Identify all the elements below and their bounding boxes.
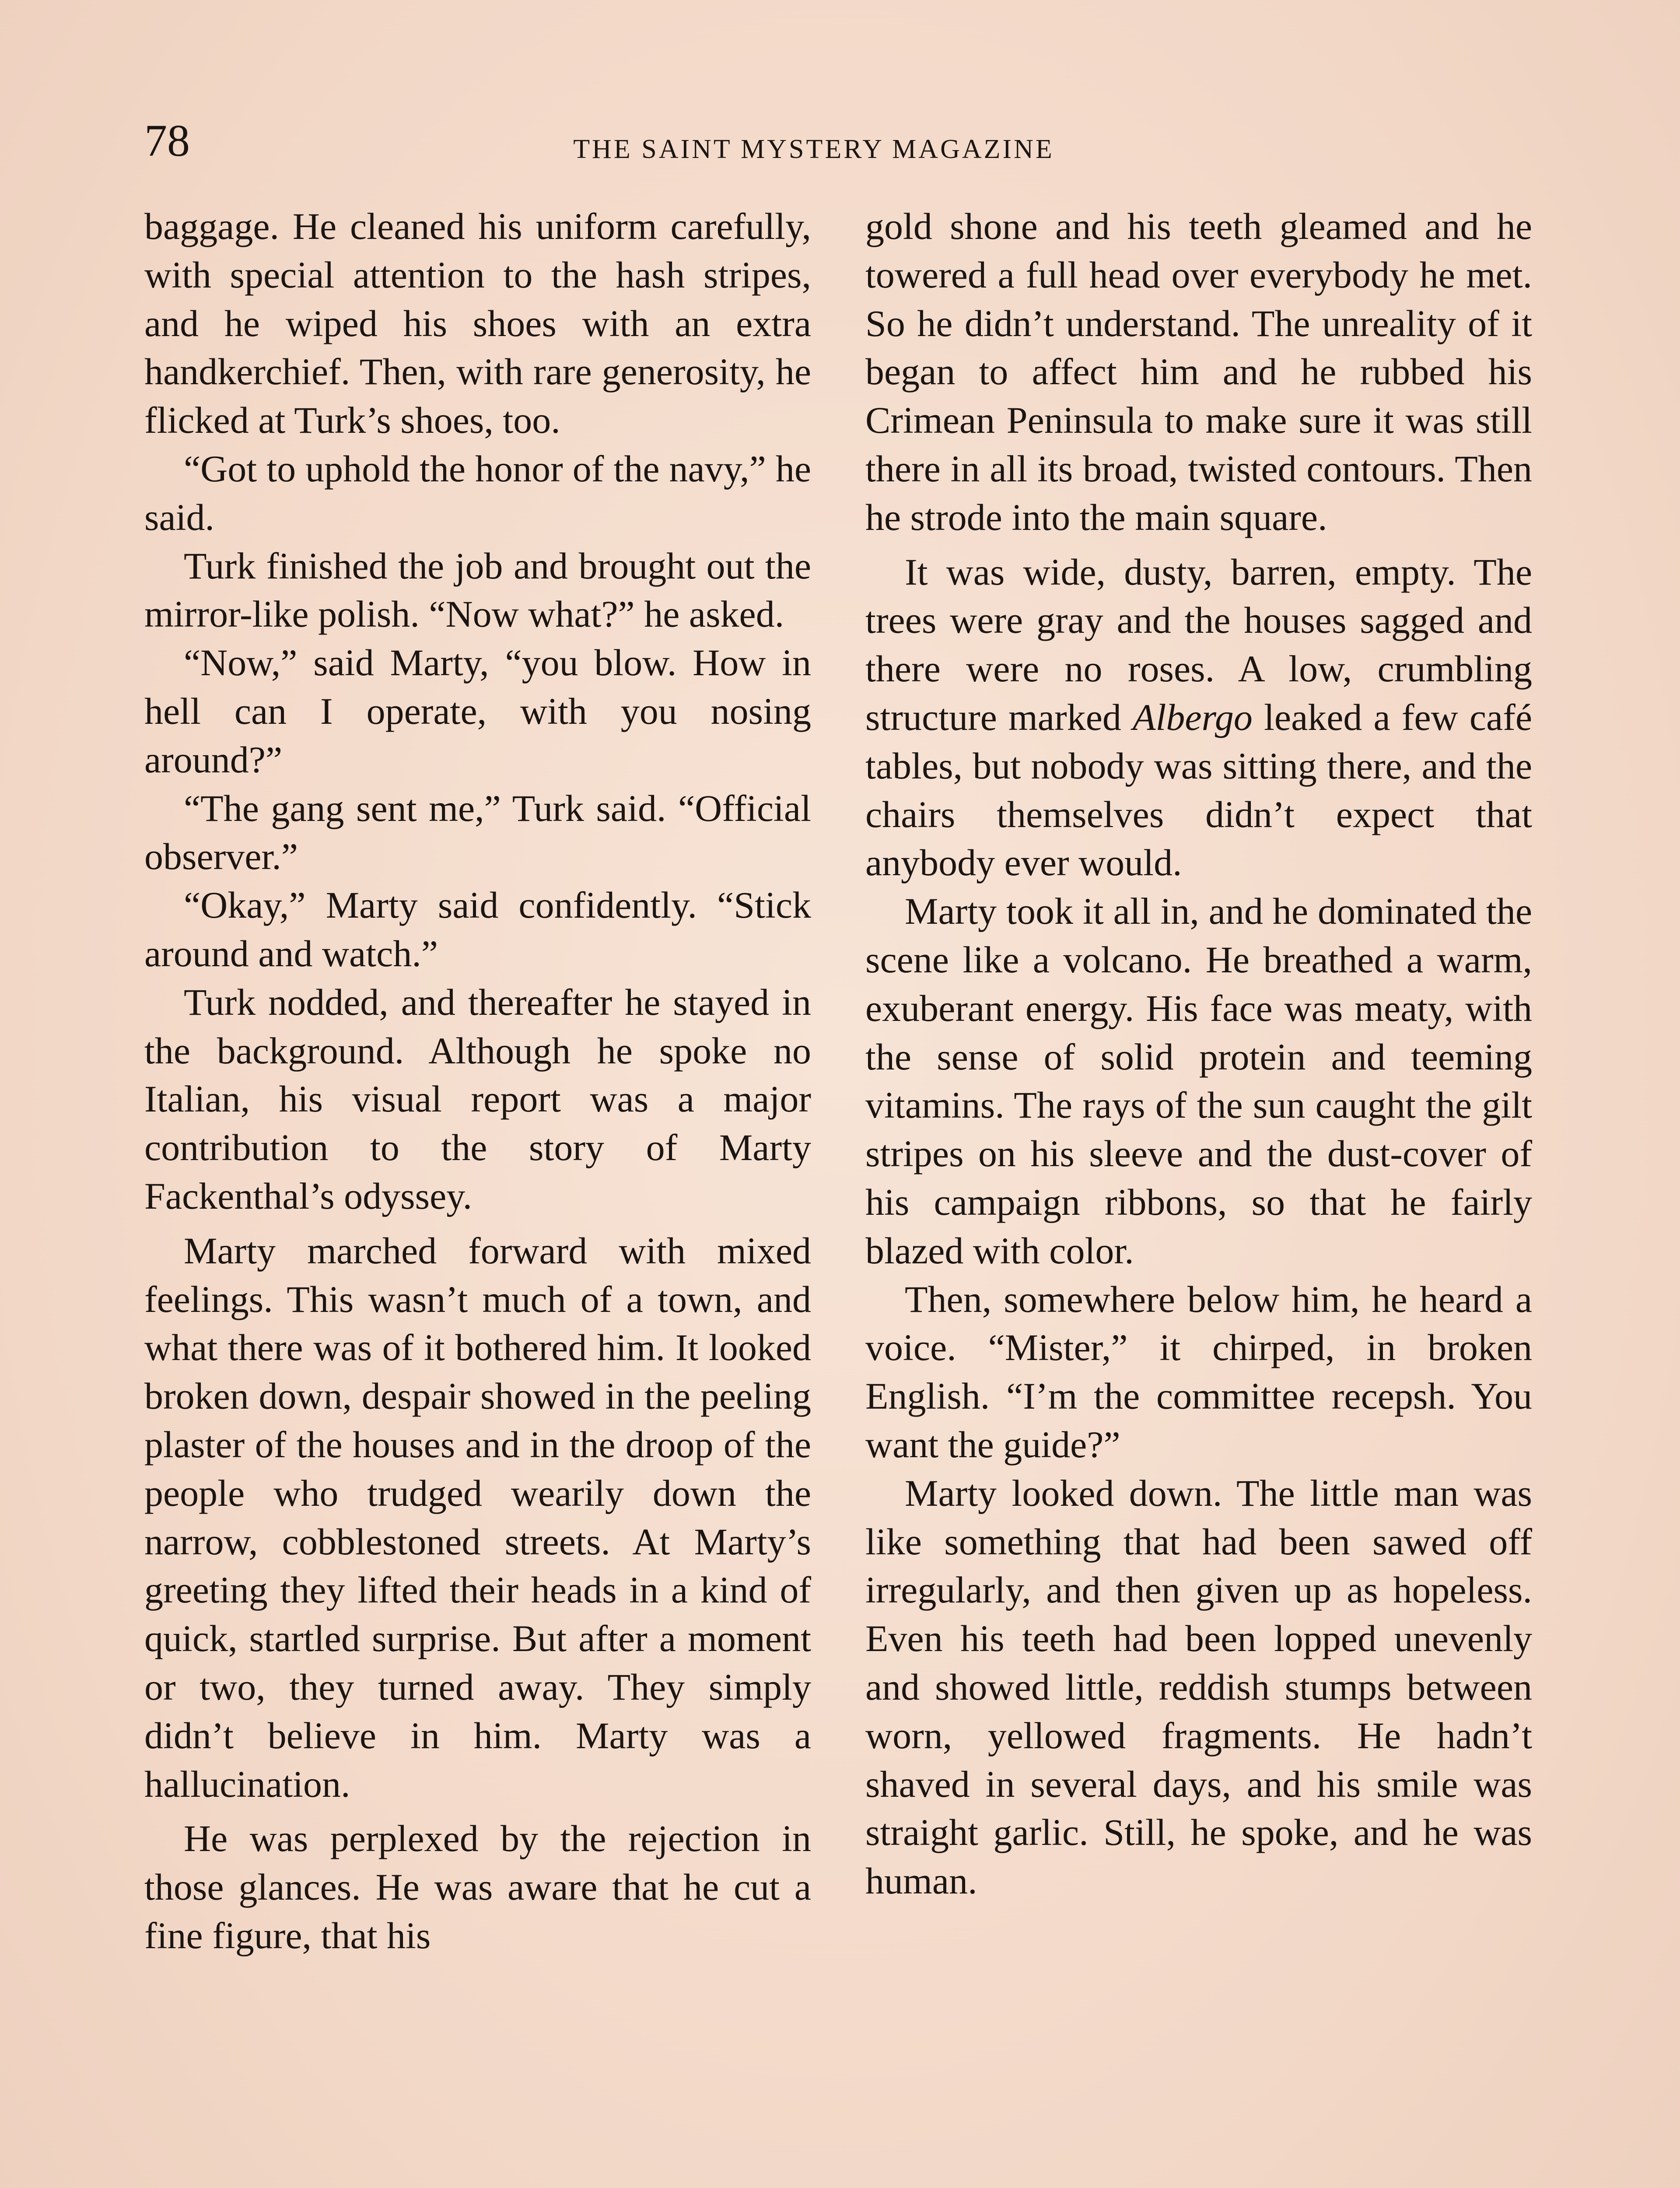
italic-word: Albergo (1133, 696, 1253, 738)
page-number: 78 (144, 116, 190, 166)
paragraph: gold shone and his teeth gleamed and he towered a full head over everybody he met. So he didn’t understand. The unreality of it began to affect him and he rubbed his Crimean Peninsula to make sure it was still there in all its broad, twisted contours. Then he strode into the main square. (865, 205, 1532, 538)
right-column (865, 202, 1532, 1905)
paragraph: Turk finished the job and brought out the mirror-like polish. “Now what?” he asked. (144, 544, 811, 635)
paragraph: Marty marched forward with mixed feelings. This wasn’t much of a town, and what there was of it bothered him. It looked broken down, despair showed in the peeling plaster of the houses and in the droop of the people who trudged wearily down the narrow, cobblestoned streets. At Marty’s greeting they lifted their heads in a kind of quick, startled surprise. But after a moment or two, they turned away. They simply didn’t believe in him. Marty was a hallucination. (144, 1229, 811, 1805)
paragraph: Marty looked down. The little man was like something that had been sawed off irregularly, and then given up as hopeless. Even his teeth had been lopped unevenly and showed little, reddish stumps between worn, yellowed fragments. He hadn’t shaved in several days, and his smile was straight garlic. Still, he spoke, and he was human. (865, 1472, 1532, 1902)
paragraph: Marty took it all in, and he dominated the scene like a volcano. He breathed a warm, exuberant energy. His face was meaty, with the sense of solid protein and teeming vitamins. The rays of the sun caught the gilt stripes on his sleeve and the dust-cover of his campaign ribbons, so that he fairly blazed with color. (865, 890, 1532, 1272)
paragraph: “The gang sent me,” Turk said. “Official observer.” (144, 787, 811, 878)
paragraph: “Okay,” Marty said confidently. “Stick around and watch.” (144, 884, 811, 975)
paragraph: “Now,” said Marty, “you blow. How in hell can I operate, with you nosing around?” (144, 642, 811, 781)
left-column (144, 202, 811, 1960)
paragraph-text: leaked a few café tables, but nobody was sitting there, and the chairs themselves didn’t expect that anybody ever would. (865, 696, 1533, 884)
paragraph-text: It was wide, dusty, barren, empty. The trees were gray and the houses sagged and there were no roses. A low, crumbling structure marked (865, 551, 1532, 738)
paragraph: He was perplexed by the rejection in those glances. He was aware that he cut a fine figure, that his (144, 1817, 811, 1957)
paragraph (865, 548, 1532, 887)
running-head: THE SAINT MYSTERY MAGAZINE (573, 134, 1054, 164)
paragraph: Turk nodded, and thereafter he stayed in the background. Although he spoke no Italian, his visual report was a major contribution to the story of Marty Fackenthal’s odyssey. (144, 981, 811, 1217)
paragraph: baggage. He cleaned his uniform carefully, with special attention to the hash stripes, and he wiped his shoes with an extra handkerchief. Then, with rare generosity, he flicked at Turk’s shoes, too. (144, 205, 811, 442)
paragraph: “Got to uphold the honor of the navy,” he said. (144, 447, 811, 538)
paragraph: Then, somewhere below him, he heard a voice. “Mister,” it chirped, in broken English. “I’m the committee recepsh. You want the guide?” (865, 1278, 1532, 1466)
